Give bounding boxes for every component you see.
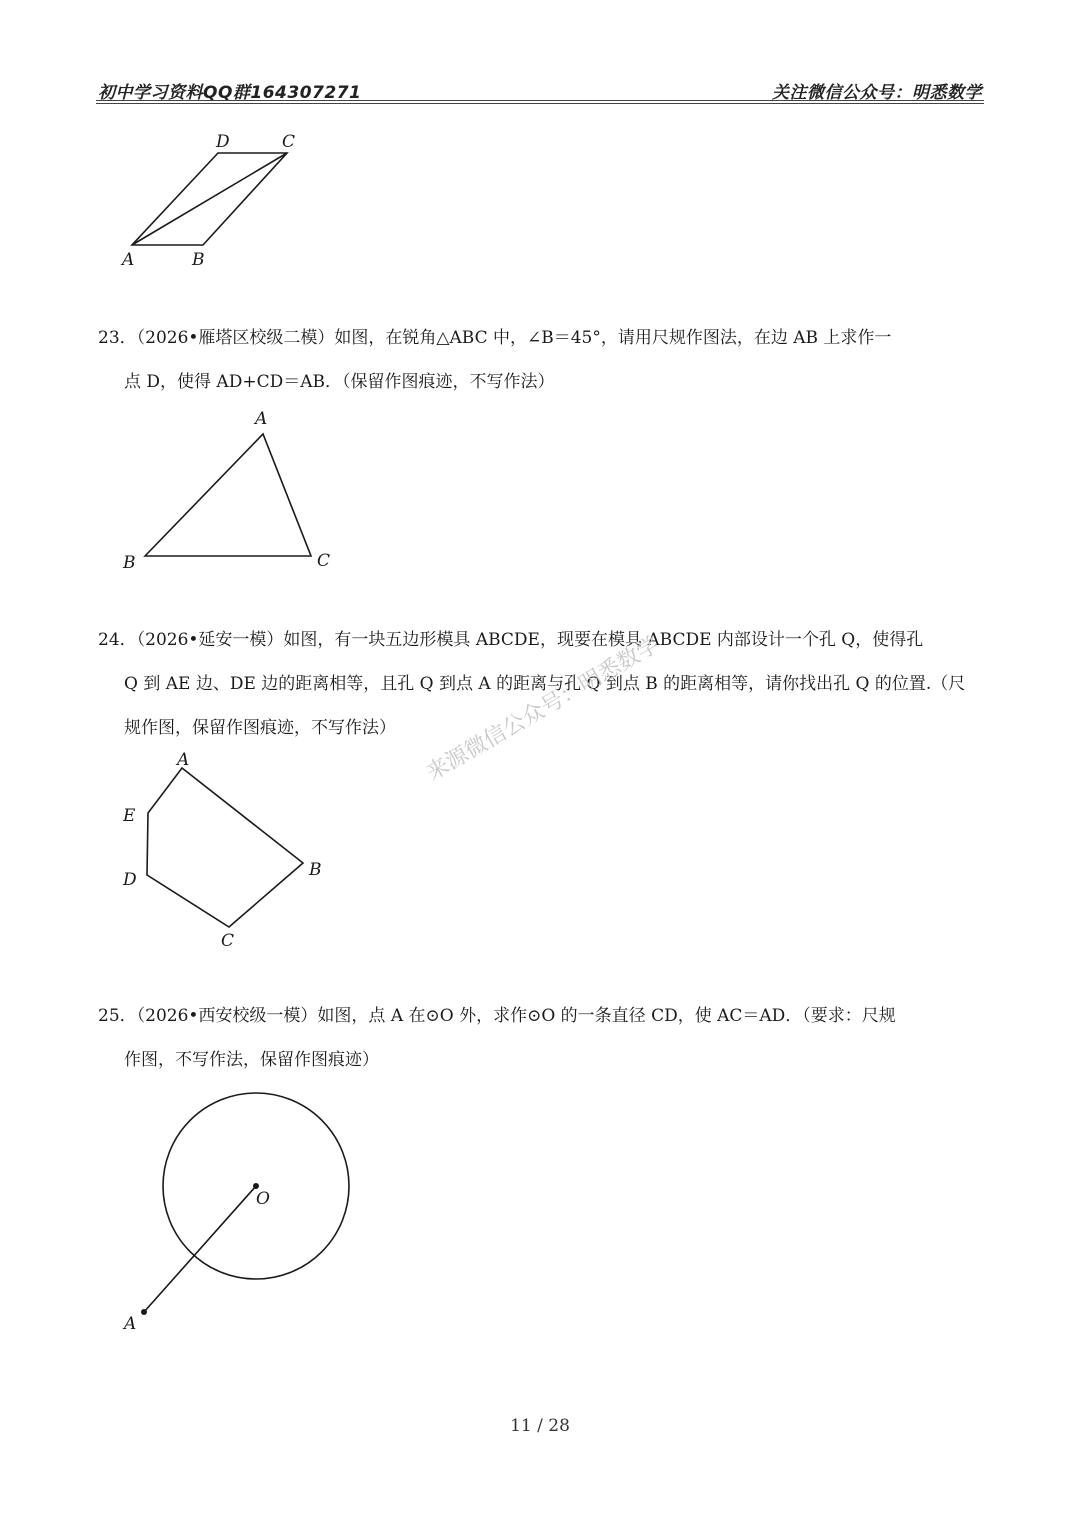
figure-triangle [115, 400, 345, 580]
question-23-line-2: 点 D，使得 AD+CD＝AB．（保留作图痕迹，不写作法） [124, 372, 555, 392]
point-a [141, 1309, 147, 1315]
label-a: A [255, 409, 268, 429]
header-divider-secondary [96, 103, 984, 104]
diagonal-ac [132, 153, 287, 245]
question-24-line-1: 24．（2026•延安一模）如图，有一块五边形模具 ABCDE，现要在模具 ABCDE 内部设计一个孔 Q，使得孔 [98, 630, 924, 650]
label-b: B [309, 860, 322, 880]
label-d: D [123, 870, 137, 890]
question-24 [98, 618, 986, 750]
question-25-line-1: 25．（2026•西安校级一模）如图，点 A 在⊙O 外，求作⊙O 的一条直径 CD，使 AC＝AD．（要求：尺规 [98, 1006, 896, 1026]
question-24-line-3: 规作图，保留作图痕迹，不写作法） [124, 718, 396, 738]
page-number: 11 / 28 [510, 1416, 570, 1436]
figure-pentagon [115, 745, 345, 955]
figure-circle [110, 1085, 370, 1345]
question-23 [98, 316, 986, 404]
question-25 [98, 994, 986, 1082]
segment-ao [144, 1186, 256, 1312]
pentagon-shape [147, 768, 303, 927]
question-24-line-2: Q 到 AE 边、DE 边的距离相等，且孔 Q 到点 A 的距离与孔 Q 到点 B 的距离相等，请你找出孔 Q 的位置.（尺 [124, 674, 966, 694]
header-divider [96, 100, 984, 101]
label-a: A [122, 250, 135, 270]
watermark: 来源微信公众号：明悉数学 [422, 632, 664, 786]
question-23-line-1: 23．（2026•雁塔区校级二模）如图，在锐角△ABC 中，∠B＝45°，请用尺规作图法，在边 AB 上求作一 [98, 328, 892, 348]
label-o: O [256, 1189, 270, 1209]
label-a: A [177, 750, 190, 770]
label-e: E [123, 806, 136, 826]
header-left-text: 初中学习资料QQ群164307271 [98, 83, 362, 103]
label-c: C [282, 132, 296, 152]
triangle-shape [145, 434, 311, 556]
figure-parallelogram [110, 125, 310, 275]
label-b: B [192, 250, 205, 270]
label-c: C [221, 931, 235, 951]
label-b: B [123, 553, 136, 573]
header-right-text: 关注微信公众号：明悉数学 [772, 83, 982, 103]
label-d: D [216, 132, 230, 152]
question-25-line-2: 作图，不写作法，保留作图痕迹） [124, 1050, 379, 1070]
label-c: C [317, 551, 331, 571]
label-a: A [124, 1314, 137, 1334]
